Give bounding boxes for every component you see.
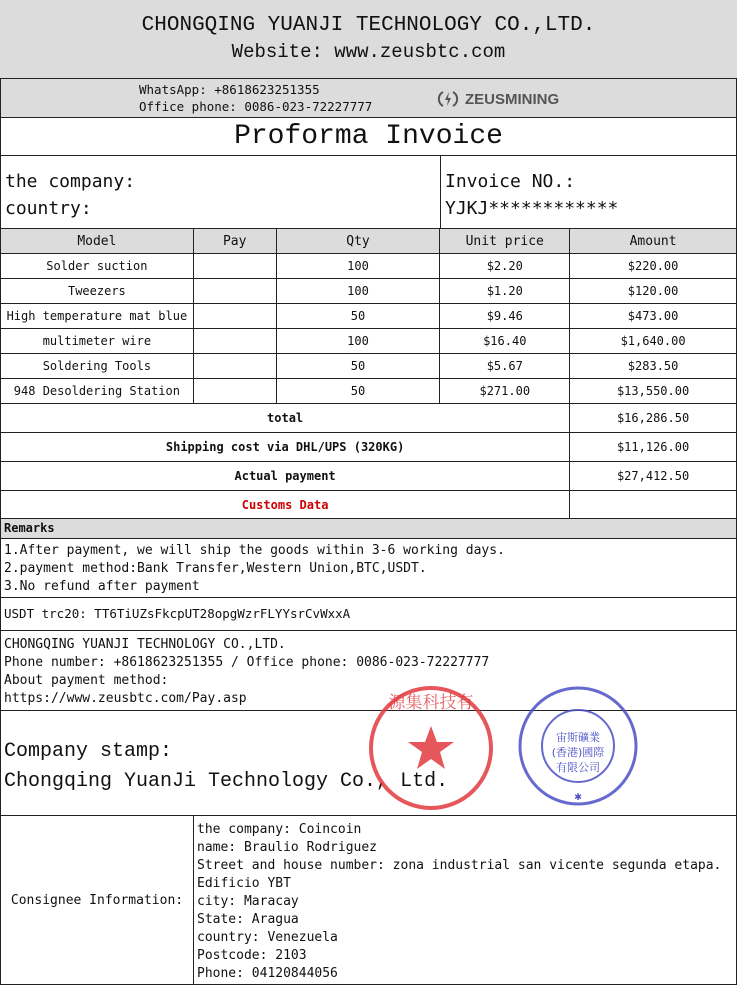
cell-qty: 100 bbox=[276, 329, 440, 354]
cell-unit-price: $271.00 bbox=[440, 379, 570, 404]
actual-value: $27,412.50 bbox=[570, 462, 737, 491]
consignee-line: city: Maracay bbox=[197, 894, 299, 909]
svg-text:有限公司: 有限公司 bbox=[556, 761, 600, 774]
consignee-line: country: Venezuela bbox=[197, 930, 338, 945]
svg-text:宙斯礦業: 宙斯礦業 bbox=[556, 731, 600, 744]
remark-line: 2.payment method:Bank Transfer,Western Union,BTC,USDT. bbox=[4, 561, 427, 576]
actual-label: Actual payment bbox=[1, 462, 570, 491]
company-label: the company: bbox=[5, 171, 136, 192]
consignee-line: Postcode: 2103 bbox=[197, 948, 307, 963]
cell-qty: 50 bbox=[276, 354, 440, 379]
invoice-label: Invoice NO.: bbox=[445, 171, 576, 192]
blue-company-seal bbox=[515, 683, 641, 809]
zeusmining-logo bbox=[437, 88, 559, 110]
cell-pay bbox=[193, 354, 276, 379]
cell-qty: 50 bbox=[276, 304, 440, 329]
whatsapp: WhatsApp: +8618623251355 bbox=[139, 82, 320, 97]
info-phone: Phone number: +8618623251355 / Office phone: 0086-023-72227777 bbox=[4, 655, 490, 670]
table-header bbox=[1, 229, 737, 254]
cell-unit-price: $1.20 bbox=[440, 279, 570, 304]
table-row bbox=[1, 304, 737, 329]
consignee-line: the company: Coincoin bbox=[197, 822, 362, 837]
cell-model: multimeter wire bbox=[1, 329, 194, 354]
shipping-row bbox=[1, 433, 737, 462]
items-table bbox=[0, 228, 737, 520]
company-name: CHONGQING YUANJI TECHNOLOGY CO.,LTD. bbox=[141, 14, 596, 37]
cell-amount: $13,550.00 bbox=[570, 379, 737, 404]
shipping-value: $11,126.00 bbox=[570, 433, 737, 462]
consignee-line: Phone: 04120844056 bbox=[197, 966, 338, 981]
info-company: CHONGQING YUANJI TECHNOLOGY CO.,LTD. bbox=[4, 637, 286, 652]
logo-text: ZEUSMINING bbox=[465, 90, 560, 108]
cell-pay bbox=[193, 279, 276, 304]
cell-pay bbox=[193, 304, 276, 329]
invoice-block bbox=[440, 155, 737, 229]
cell-pay bbox=[193, 254, 276, 279]
total-label: total bbox=[1, 404, 570, 433]
lightning-icon bbox=[437, 88, 459, 110]
cell-unit-price: $9.46 bbox=[440, 304, 570, 329]
consignee-line: State: Aragua bbox=[197, 912, 299, 927]
customs-row bbox=[1, 491, 737, 520]
cell-model: Soldering Tools bbox=[1, 354, 194, 379]
customs-value bbox=[570, 491, 737, 520]
col-model: Model bbox=[1, 229, 194, 254]
table-row bbox=[1, 354, 737, 379]
cell-qty: 100 bbox=[276, 254, 440, 279]
table-row bbox=[1, 379, 737, 404]
cell-unit-price: $2.20 bbox=[440, 254, 570, 279]
customs-label: Customs Data bbox=[1, 491, 570, 520]
col-amount: Amount bbox=[570, 229, 737, 254]
cell-amount: $473.00 bbox=[570, 304, 737, 329]
remarks bbox=[0, 538, 737, 598]
page-title: Proforma Invoice bbox=[0, 117, 737, 156]
document-header bbox=[0, 0, 737, 78]
stamp-company-name: Chongqing YuanJi Technology Co., Ltd. bbox=[4, 770, 449, 793]
total-value: $16,286.50 bbox=[570, 404, 737, 433]
cell-amount: $220.00 bbox=[570, 254, 737, 279]
cell-pay bbox=[193, 329, 276, 354]
usdt-address: USDT trc20: TT6TiUZsFkcpUT28opgWzrFLYYsrCvWxxA bbox=[0, 597, 737, 631]
consignee-line: Street and house number: zona industrial san vicente segunda etapa. bbox=[197, 858, 722, 873]
remarks-heading: Remarks bbox=[0, 518, 737, 539]
cell-model: 948 Desoldering Station bbox=[1, 379, 194, 404]
consignee-label: Consignee Information: bbox=[0, 815, 194, 985]
remark-line: 1.After payment, we will ship the goods within 3-6 working days. bbox=[4, 543, 505, 558]
col-unit-price: Unit price bbox=[440, 229, 570, 254]
table-row bbox=[1, 329, 737, 354]
cell-amount: $1,640.00 bbox=[570, 329, 737, 354]
cell-amount: $283.50 bbox=[570, 354, 737, 379]
table-row bbox=[1, 279, 737, 304]
office-phone: Office phone: 0086-023-72227777 bbox=[139, 99, 373, 114]
col-qty: Qty bbox=[276, 229, 440, 254]
shipping-label: Shipping cost via DHL/UPS (320KG) bbox=[1, 433, 570, 462]
website: Website: www.zeusbtc.com bbox=[231, 41, 506, 63]
stamp-label: Company stamp: bbox=[4, 740, 173, 763]
table-row bbox=[1, 254, 737, 279]
cell-qty: 100 bbox=[276, 279, 440, 304]
customer-block bbox=[0, 155, 441, 229]
info-payment-link[interactable]: https://www.zeusbtc.com/Pay.asp bbox=[4, 691, 247, 706]
cell-pay bbox=[193, 379, 276, 404]
consignee-details bbox=[193, 815, 737, 985]
red-company-seal bbox=[365, 682, 497, 814]
actual-payment-row bbox=[1, 462, 737, 491]
total-row bbox=[1, 404, 737, 433]
svg-text:✱: ✱ bbox=[574, 789, 582, 803]
cell-model: High temperature mat blue bbox=[1, 304, 194, 329]
remark-line: 3.No refund after payment bbox=[4, 579, 200, 594]
cell-model: Solder suction bbox=[1, 254, 194, 279]
cell-unit-price: $5.67 bbox=[440, 354, 570, 379]
info-payment-label: About payment method: bbox=[4, 673, 169, 688]
consignee-line: Edificio YBT bbox=[197, 876, 291, 891]
invoice-number: YJKJ************ bbox=[445, 198, 619, 219]
country-label: country: bbox=[5, 198, 92, 219]
svg-text:源集科技有: 源集科技有 bbox=[388, 693, 474, 713]
svg-text:(香港)國際: (香港)國際 bbox=[551, 746, 605, 759]
contact-bar bbox=[0, 78, 737, 118]
col-pay: Pay bbox=[193, 229, 276, 254]
cell-unit-price: $16.40 bbox=[440, 329, 570, 354]
consignee-line: name: Braulio Rodriguez bbox=[197, 840, 378, 855]
cell-qty: 50 bbox=[276, 379, 440, 404]
cell-model: Tweezers bbox=[1, 279, 194, 304]
cell-amount: $120.00 bbox=[570, 279, 737, 304]
